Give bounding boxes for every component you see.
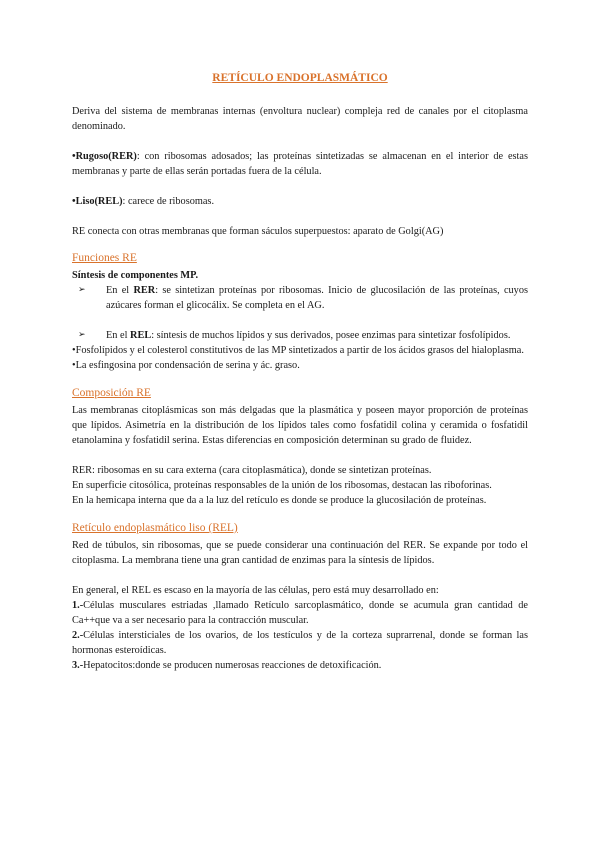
composicion-rer-line: RER: ribosomas en su cara externa (cara citoplasmática), donde se sintetizan proteínas. xyxy=(72,465,432,476)
composicion-heading: Composición RE xyxy=(72,387,151,399)
list-number: 3.- xyxy=(72,660,84,671)
rel-term: Liso(REL) xyxy=(75,196,123,207)
funciones-heading: Funciones RE xyxy=(72,252,137,264)
page-title: RETÍCULO ENDOPLASMÁTICO xyxy=(212,72,388,84)
list-text: Células intersticiales de los ovarios, de los testículos y de la corteza suprarrenal, donde se forman las hormonas esteroídicas. xyxy=(72,630,528,656)
rel-definition xyxy=(72,194,528,209)
rel-list-item-2 xyxy=(72,628,528,658)
composicion-citosolica: En superficie citosólica, proteínas responsables de la unión de los ribosomas, destacan las riboforinas. xyxy=(72,480,492,491)
rel-bullet: • xyxy=(72,196,76,207)
funciones-subheading: Síntesis de componentes MP. xyxy=(72,270,199,281)
rer-term: Rugoso(RER) xyxy=(75,151,137,162)
item-text: : síntesis de muchos lípidos y sus derivados, posee enzimas para sintetizar fosfolípidos. xyxy=(151,330,511,341)
list-text: Hepatocitos:donde se producen numerosas reacciones de detoxificación. xyxy=(83,660,382,671)
funciones-item-rel xyxy=(78,328,528,343)
esfingosina-bullet: •La esfingosina por condensación de serina y ác. graso. xyxy=(72,360,300,371)
list-number: 1.- xyxy=(72,600,84,611)
list-number: 2.- xyxy=(72,630,84,641)
rel-section-paragraph: Red de túbulos, sin ribosomas, que se puede considerar una continuación del RER. Se expande por todo el citoplasma. La membrana tiene una gran cantidad de enzimas para la síntesis de lípidos. xyxy=(72,540,528,566)
rel-text: : carece de ribosomas. xyxy=(122,196,215,207)
item-prefix: En el xyxy=(106,285,134,296)
rel-general-line: En general, el REL es escaso en la mayoría de las células, pero está muy desarrollado en: xyxy=(72,585,439,596)
fosfolipidos-bullet: •Fosfolípidos y el colesterol constitutivos de las MP sintetizados a partir de los ácidos grasos del hialoplasma. xyxy=(72,345,524,356)
rer-definition xyxy=(72,149,528,179)
item-text: : se sintetizan proteínas por ribosomas. Inicio de glucosilación de las proteínas, cuyos azúcares forman el glicocálix. Se completa en el AG. xyxy=(106,285,528,311)
rel-list-item-3 xyxy=(72,658,528,673)
item-prefix: En el xyxy=(106,330,131,341)
list-text: Células musculares estriadas ,llamado Retículo sarcoplasmático, donde se acumula gran cantidad de Ca++que va a ser necesario para la contracción muscular. xyxy=(72,600,528,626)
intro-paragraph: Deriva del sistema de membranas internas (envoltura nuclear) compleja red de canales por el citoplasma denominado. xyxy=(72,106,528,132)
re-conecta-paragraph: RE conecta con otras membranas que forman sáculos superpuestos: aparato de Golgi(AG) xyxy=(72,226,444,237)
funciones-item-rer xyxy=(78,283,528,313)
rer-bullet: • xyxy=(72,151,76,162)
arrow-bullet-icon: ➢ xyxy=(78,330,86,340)
arrow-bullet-icon: ➢ xyxy=(78,285,86,295)
item-term: RER xyxy=(133,285,156,296)
composicion-paragraph: Las membranas citoplásmicas son más delgadas que la plasmática y poseen mayor proporción de proteínas que lípidos. Asimetría en la distribución de los lípidos tales como fosfatidil colina y ceramida o fosfatidil etanolamina y fosfatidil serina. Estas diferencias en composición determinan su grado de fluidez. xyxy=(72,405,528,446)
item-term: REL xyxy=(130,330,152,341)
composicion-hemicapa: En la hemicapa interna que da a la luz del retículo es donde se produce la glucosilación de proteínas. xyxy=(72,495,487,506)
rer-text: : con ribosomas adosados; las proteínas sintetizadas se almacenan en el interior de estas membranas y parte de ellas serán portadas fuera de la célula. xyxy=(72,151,528,177)
rel-section-heading: Retículo endoplasmático liso (REL) xyxy=(72,522,238,534)
rel-list-item-1 xyxy=(72,598,528,628)
